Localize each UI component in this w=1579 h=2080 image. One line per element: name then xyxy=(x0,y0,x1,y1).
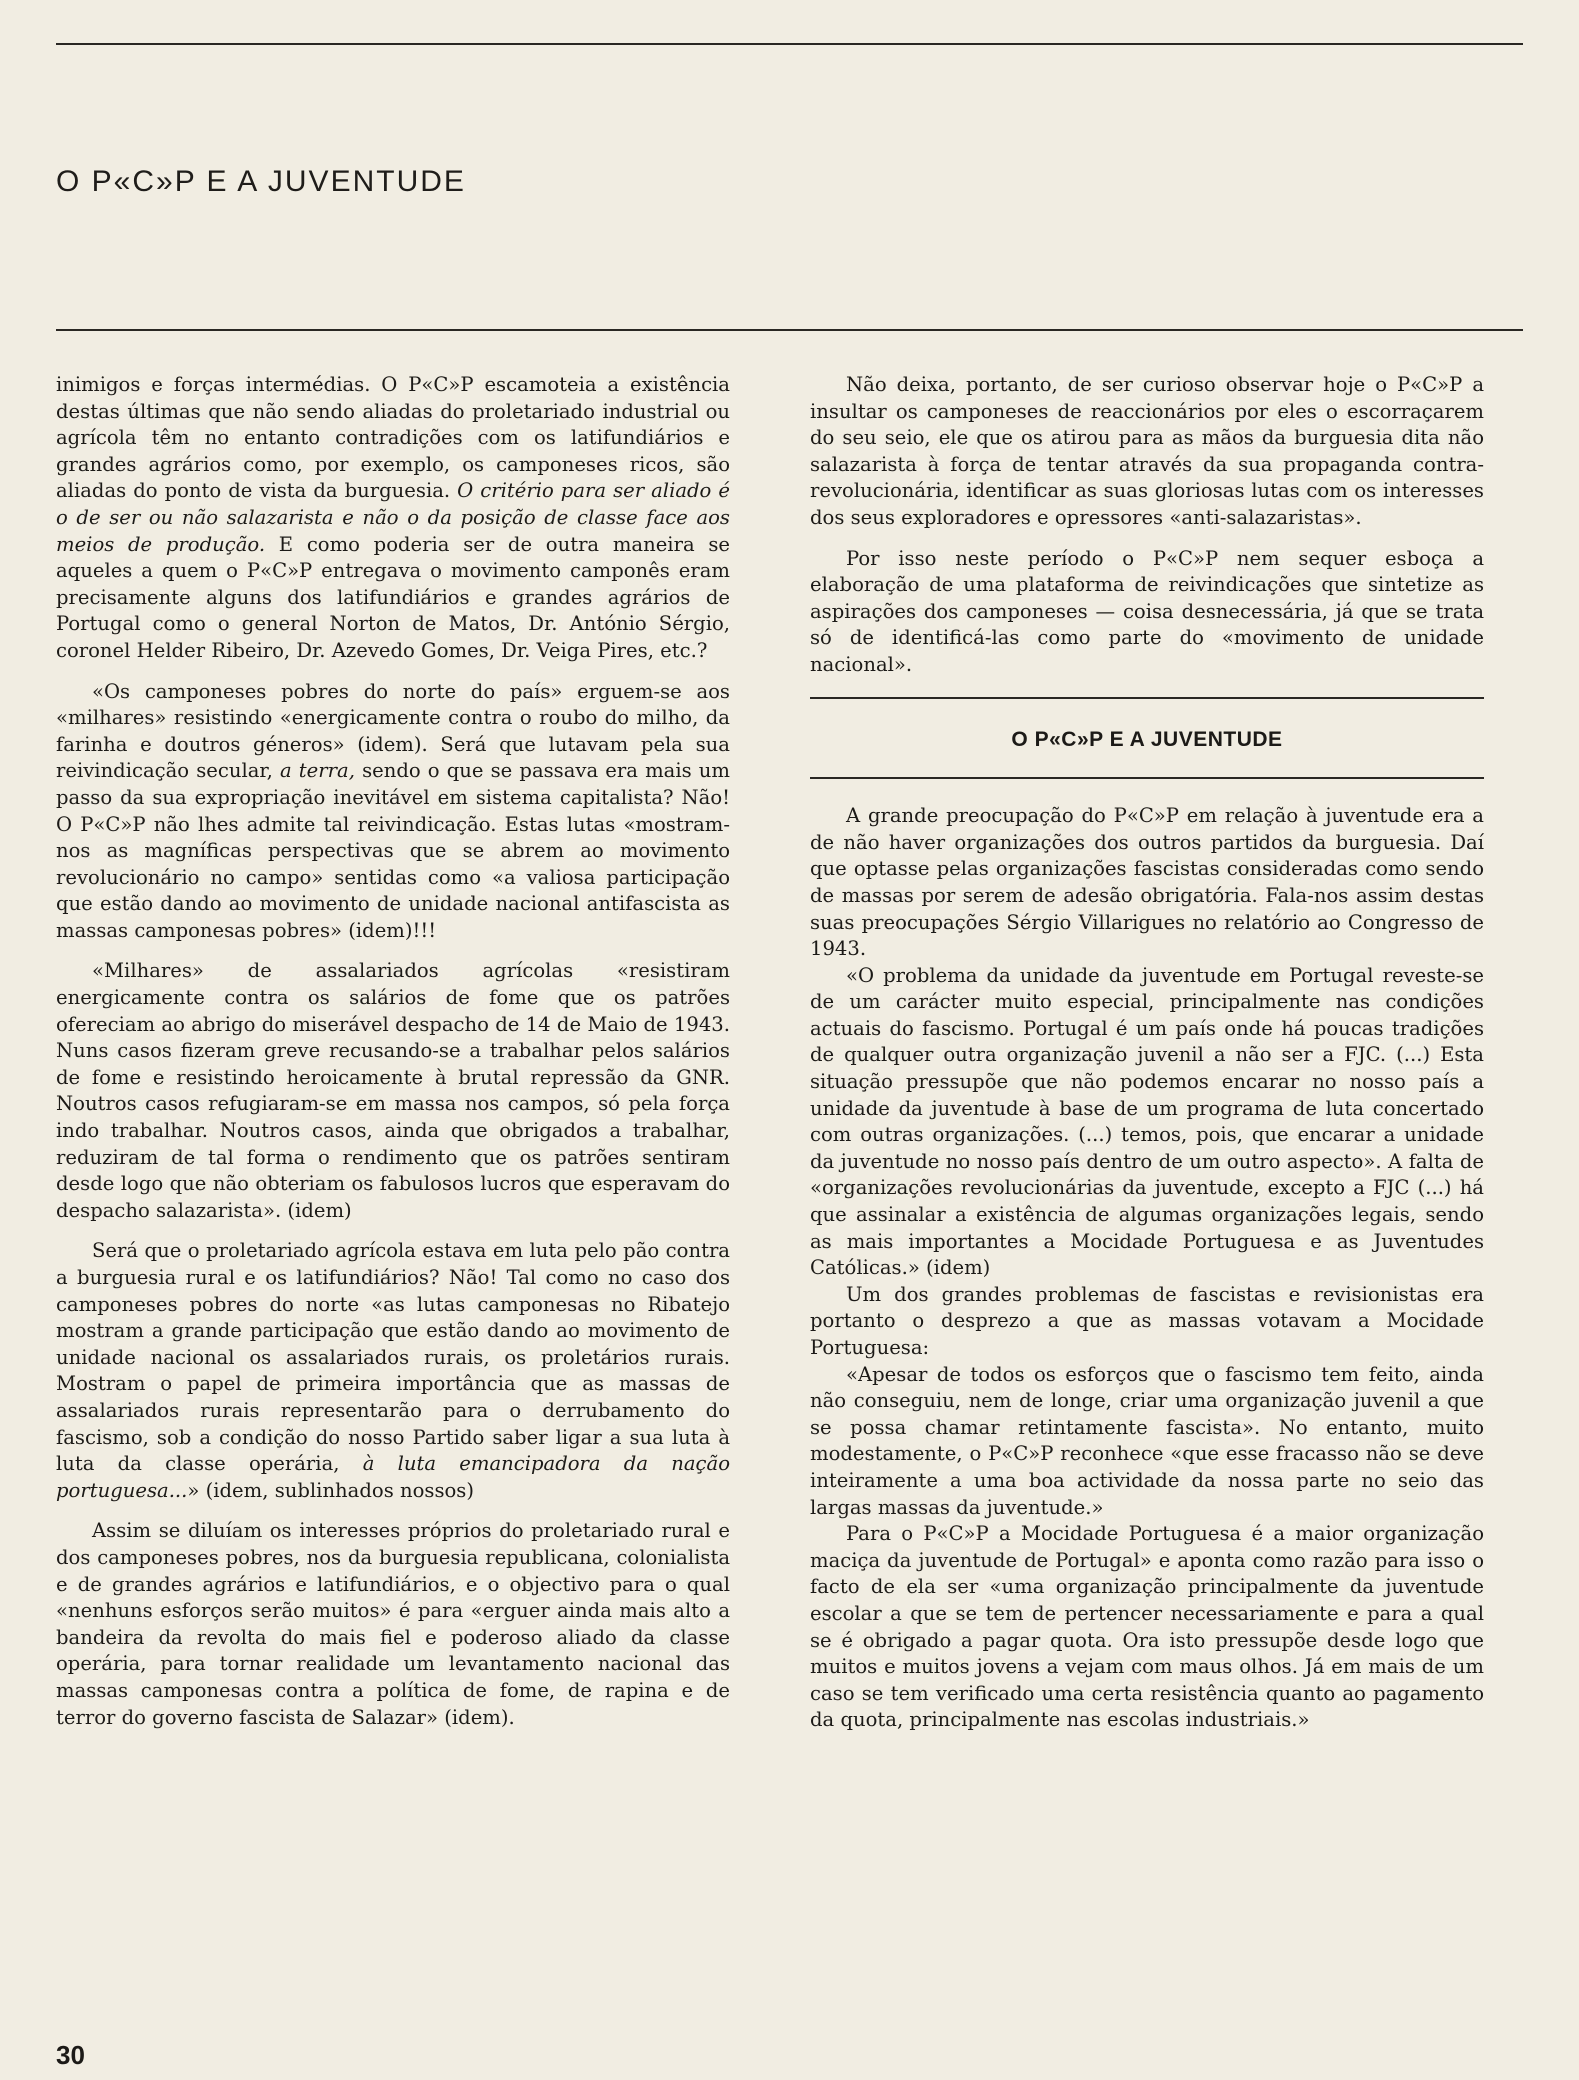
text-run: «Os camponeses pobres do norte do país» erguem-se aos «milhares» resistindo «energicamente contra o roubo do milho, da farinha e doutros géneros» (idem). Será que lutavam pela sua reivindicação secular, xyxy=(56,679,730,783)
section-title: O P«C»P E A JUVENTUDE xyxy=(1011,727,1283,751)
paragraph: «O problema da unidade da juventude em Portugal reveste-se de um carácter muito especial, principalmente nas condições actuais do fascismo. Portugal é um país onde há poucas tradições de qualquer outra organização juvenil a não ser a FJC. (...) Esta situação pressupõe que não podemos encarar no nosso país a unidade da juventude à base de um programa de luta concertado com outras organizações. (...) temos, pois, que encarar a unidade da juventude no nosso país dentro de um outro aspecto». A falta de «organizações revolucionárias da juventude, excepto a FJC (...) há que assinalar a existência de algumas organizações legais, sendo as mais importantes a Mocidade Portuguesa e as Juventudes Católicas.» (idem) xyxy=(810,963,1484,1280)
page-number: 30 xyxy=(56,2040,85,2070)
paragraph: A grande preocupação do P«C»P em relação à juventude era a de não haver organizações dos outros partidos da burguesia. Daí que optasse pelas organizações fascistas consideradas como sendo de massas por serem de adesão obrigatória. Fala-nos assim destas suas preocupações Sérgio Villarigues no relatório ao Congresso de 1943. xyxy=(810,804,1484,961)
italic-text: O critério para ser aliado é o de ser ou não salazarista e não o da posição de classe face aos meios de produção. xyxy=(56,479,730,556)
right-column xyxy=(810,372,1484,1734)
text-run: sendo o que se passava era mais um passo da sua expropriação inevitável em sistema capitalista? Não! O P«C»P não lhes admite tal reivindicação. Estas lutas «mostram-nos as magníficas perspectivas que se abrem ao movimento revolucionário no campo» sentidas como «a valiosa participação que estão dando ao movimento de unidade nacional antifascista as massas camponesas pobres» (idem)!!! xyxy=(56,759,730,942)
page-header-title: O P«C»P E A JUVENTUDE xyxy=(56,165,466,198)
header-rule xyxy=(56,329,1523,331)
italic-text: à luta emancipadora da nação portuguesa... xyxy=(56,1452,731,1502)
paragraph: Não deixa, portanto, de ser curioso observar hoje o P«C»P a insultar os camponeses de reaccionários por eles o escorraçarem do seu seio, ele que os atirou para as mãos da burguesia dita não salazarista à força de tentar através da sua propaganda contra-revolucionária, identificar as suas gloriosas lutas com os interesses dos seus exploradores e opressores «anti-salazaristas». xyxy=(810,373,1484,529)
left-column xyxy=(56,372,730,1745)
italic-text: a terra, xyxy=(280,759,355,783)
paragraph: «Apesar de todos os esforços que o fascismo tem feito, ainda não conseguiu, nem de longe, criar uma organização juvenil a que se possa chamar retintamente fascista». No entanto, muito modestamente, o P«C»P reconhece «que esse fracasso não se deve inteiramente a uma boa actividade da nossa parte no seio das largas massas da juventude.» xyxy=(810,1362,1484,1519)
text-run: » (idem, sublinhados nossos) xyxy=(187,1478,475,1502)
paragraph: Um dos grandes problemas de fascistas e revisionistas era portanto o desprezo a que as massas votavam a Mocidade Portuguesa: xyxy=(810,1282,1484,1359)
paragraph: «Milhares» de assalariados agrícolas «resistiram energicamente contra os salários de fome que os patrões ofereciam ao abrigo do miserável despacho de 14 de Maio de 1943. Nuns casos fizeram greve recusando-se a trabalhar pelos salários de fome e resistindo heroicamente à brutal repressão da GNR. Noutros casos refugiaram-se em massa nos campos, só pela força indo trabalhar. Noutros casos, ainda que obrigados a trabalhar, reduziram de tal forma o rendimento que os patrões sentiram desde logo que não obteriam os fabulosos lucros que esperavam do despacho salazarista». (idem) xyxy=(56,959,730,1222)
paragraph xyxy=(56,372,730,665)
section-rule-top xyxy=(810,697,1484,699)
paragraph xyxy=(56,679,730,945)
section-rule-bottom xyxy=(810,777,1484,779)
paragraph: Para o P«C»P a Mocidade Portuguesa é a maior organização maciça da juventude de Portugal» e aponta como razão para isso o facto de ela ser «uma organização principalmente da juventude escolar a que se tem de pertencer necessariamente e para a qual se é obrigado a pagar quota. Ora isto pressupõe desde logo que muitos e muitos jovens a vejam com maus olhos. Já em mais de um caso se tem verificado uma certa resistência quanto ao pagamento da quota, principalmente nas escolas industriais.» xyxy=(810,1522,1484,1732)
text-run: Será que o proletariado agrícola estava em luta pelo pão contra a burguesia rural e os latifundiários? Não! Tal como no caso dos camponeses pobres do norte «as lutas camponesas no Ribatejo mostram a grande participação que estão dando ao movimento de unidade nacional os assalariados rurais, os proletários rurais. Mostram o papel de primeira importância que as massas de assalariados rurais representarão para o derrubamento do fascismo, sob a condição do nosso Partido saber ligar a sua luta à luta da classe operária, xyxy=(56,1239,730,1476)
text-run: E como poderia ser de outra maneira se aqueles a quem o P«C»P entregava o movimento camponês eram precisamente alguns dos latifundiários e grandes agrários de Portugal como o general Norton de Matos, Dr. António Sérgio, coronel Helder Ribeiro, Dr. Azevedo Gomes, Dr. Veiga Pires, etc.? xyxy=(56,532,730,662)
paragraph: Assim se diluíam os interesses próprios do proletariado rural e dos camponeses pobres, nos da burguesia republicana, colonialista e de grandes agrários e latifundiários, e o objectivo para o qual «nenhuns esforços serão muitos» é para «erguer ainda mais alto a bandeira da revolta do mais fiel e poderoso aliado da classe operária, para tornar realidade um levantamento nacional das massas camponesas contra a política de fome, de rapina e de terror do governo fascista de Salazar» (idem). xyxy=(56,1519,730,1729)
paragraph xyxy=(56,1238,730,1504)
paragraph: Por isso neste período o P«C»P nem sequer esboça a elaboração de uma plataforma de reivindicações que sintetize as aspirações dos camponeses — coisa desnecessária, já que se trata só de identificá-las como parte do «movimento de unidade nacional». xyxy=(810,546,1484,676)
text-run: inimigos e forças intermédias. O P«C»P escamoteia a existência destas últimas que não sendo aliadas do proletariado industrial ou agrícola têm no entanto contradições com os latifundiários e grandes agrários como, por exemplo, os camponeses ricos, são aliadas do ponto de vista da burguesia. xyxy=(56,373,730,503)
top-rule xyxy=(56,43,1523,45)
